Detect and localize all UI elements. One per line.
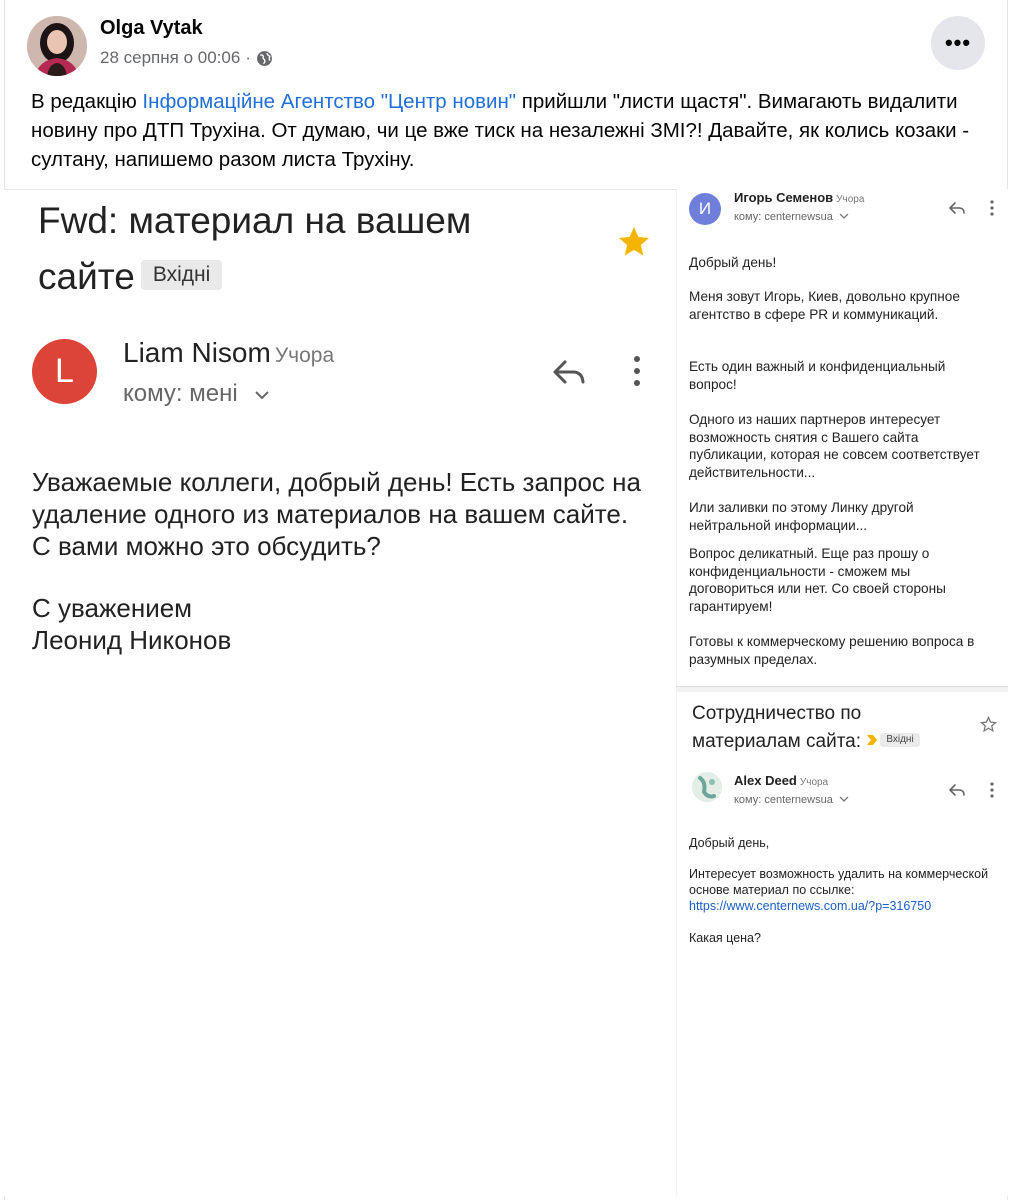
- reply-icon[interactable]: [948, 782, 966, 798]
- recipient[interactable]: [734, 794, 849, 806]
- email-time: Учора: [799, 777, 829, 788]
- email-signature: [32, 592, 652, 656]
- page-link[interactable]: Інформаційне Агентство "Центр новин": [142, 90, 517, 113]
- email-paragraph-text: Интересует возможность удалить на коммерческой основе материал по ссылке:: [689, 867, 989, 897]
- recipient-text: кому: мені: [123, 380, 238, 407]
- sender-name: Игорь Семенов: [734, 190, 834, 205]
- chevron-down-icon: [839, 212, 849, 220]
- sender-avatar: [692, 772, 722, 802]
- email-paragraph: Готовы к коммерческому решению вопроса в разумных пределах.: [689, 634, 975, 667]
- email-paragraph: Какая цена?: [689, 931, 761, 945]
- post-text-part: прийшли "листи щастя". Вимагають видалити новину про ДТП Трухіна. От думаю, чи це вже тиск на незалежні ЗМІ?! Давайте, як колись козаки - султану, напишемо разом листа Трухіну.: [31, 90, 970, 171]
- author-name[interactable]: Olga Vytak: [100, 17, 203, 39]
- email-paragraph: Добрый день,: [689, 836, 770, 850]
- reply-icon[interactable]: [948, 200, 966, 216]
- email-paragraph: Или заливки по этому Линку другой нейтральной информации...: [689, 500, 914, 533]
- right-screenshots: [676, 189, 1008, 1196]
- sender-name: Liam Nisom: [123, 337, 271, 368]
- inbox-badge: Вхідні: [141, 260, 222, 290]
- meta-separator: ·: [245, 48, 251, 67]
- importance-marker-icon: [866, 734, 878, 746]
- more-icon: •••: [944, 30, 972, 55]
- email-subject-text: Сотрудничество по материалам сайта:: [692, 703, 862, 752]
- reply-icon[interactable]: [551, 355, 587, 389]
- email-paragraph: [689, 866, 994, 914]
- kebab-icon[interactable]: [988, 782, 996, 798]
- email-paragraph: Одного из наших партнеров интересует возможность снятия с Вашего сайта публикации, которая не совсем соответствует действительности...: [689, 412, 980, 481]
- email-paragraph: Вопрос деликатный. Еще раз прошу о конфиденциальности - сможем мы договориться или нет. Со своей стороны гарантируем!: [689, 546, 946, 615]
- email-time: Учора: [836, 194, 865, 205]
- email-paragraph: Есть один важный и конфиденциальный вопрос!: [689, 359, 946, 392]
- signature-line: Леонид Никонов: [32, 625, 232, 655]
- email-paragraph: Добрый день!: [689, 255, 777, 270]
- post-text-part: В редакцію: [31, 90, 143, 113]
- email-subject: [692, 700, 962, 756]
- recipient-text: кому: centernewsua: [734, 794, 833, 806]
- globe-icon: [256, 50, 273, 67]
- sender-name: Alex Deed: [734, 773, 797, 788]
- email-time: Учора: [274, 344, 335, 367]
- email-subject-text: Fwd: материал на вашем сайте: [38, 200, 472, 297]
- chevron-down-icon: [839, 795, 849, 803]
- recipient[interactable]: [734, 211, 849, 223]
- star-icon[interactable]: [980, 716, 997, 733]
- chevron-down-icon: [254, 389, 270, 401]
- recipient-text: кому: centernewsua: [734, 211, 833, 223]
- email-paragraph: Меня зовут Игорь, Киев, довольно крупное агентство в сфере PR и коммуникаций.: [689, 289, 960, 322]
- sender-avatar: L: [32, 339, 97, 404]
- inbox-badge: Вхідні: [880, 733, 919, 747]
- recipient[interactable]: [123, 380, 270, 408]
- email-subject: [38, 193, 558, 305]
- sender: [734, 190, 864, 205]
- post-date[interactable]: 28 серпня о 00:06: [100, 48, 241, 67]
- author-avatar[interactable]: [27, 16, 87, 76]
- sender: [734, 773, 828, 788]
- star-icon[interactable]: [616, 224, 652, 260]
- email-link[interactable]: https://www.centernews.com.ua/?p=316750: [689, 899, 932, 913]
- sender: [123, 337, 334, 369]
- kebab-icon[interactable]: [627, 354, 647, 388]
- divider: [676, 686, 1008, 692]
- email-body: Уважаемые коллеги, добрый день! Есть запрос на удаление одного из материалов на вашем сайте. С вами можно это обсудить?: [32, 467, 641, 561]
- sender-avatar: И: [689, 193, 721, 225]
- post-options-button[interactable]: [931, 16, 985, 70]
- signature-line: С уважением: [32, 593, 193, 623]
- post-text: [31, 87, 981, 174]
- post-meta: [100, 48, 273, 68]
- kebab-icon[interactable]: [988, 200, 996, 216]
